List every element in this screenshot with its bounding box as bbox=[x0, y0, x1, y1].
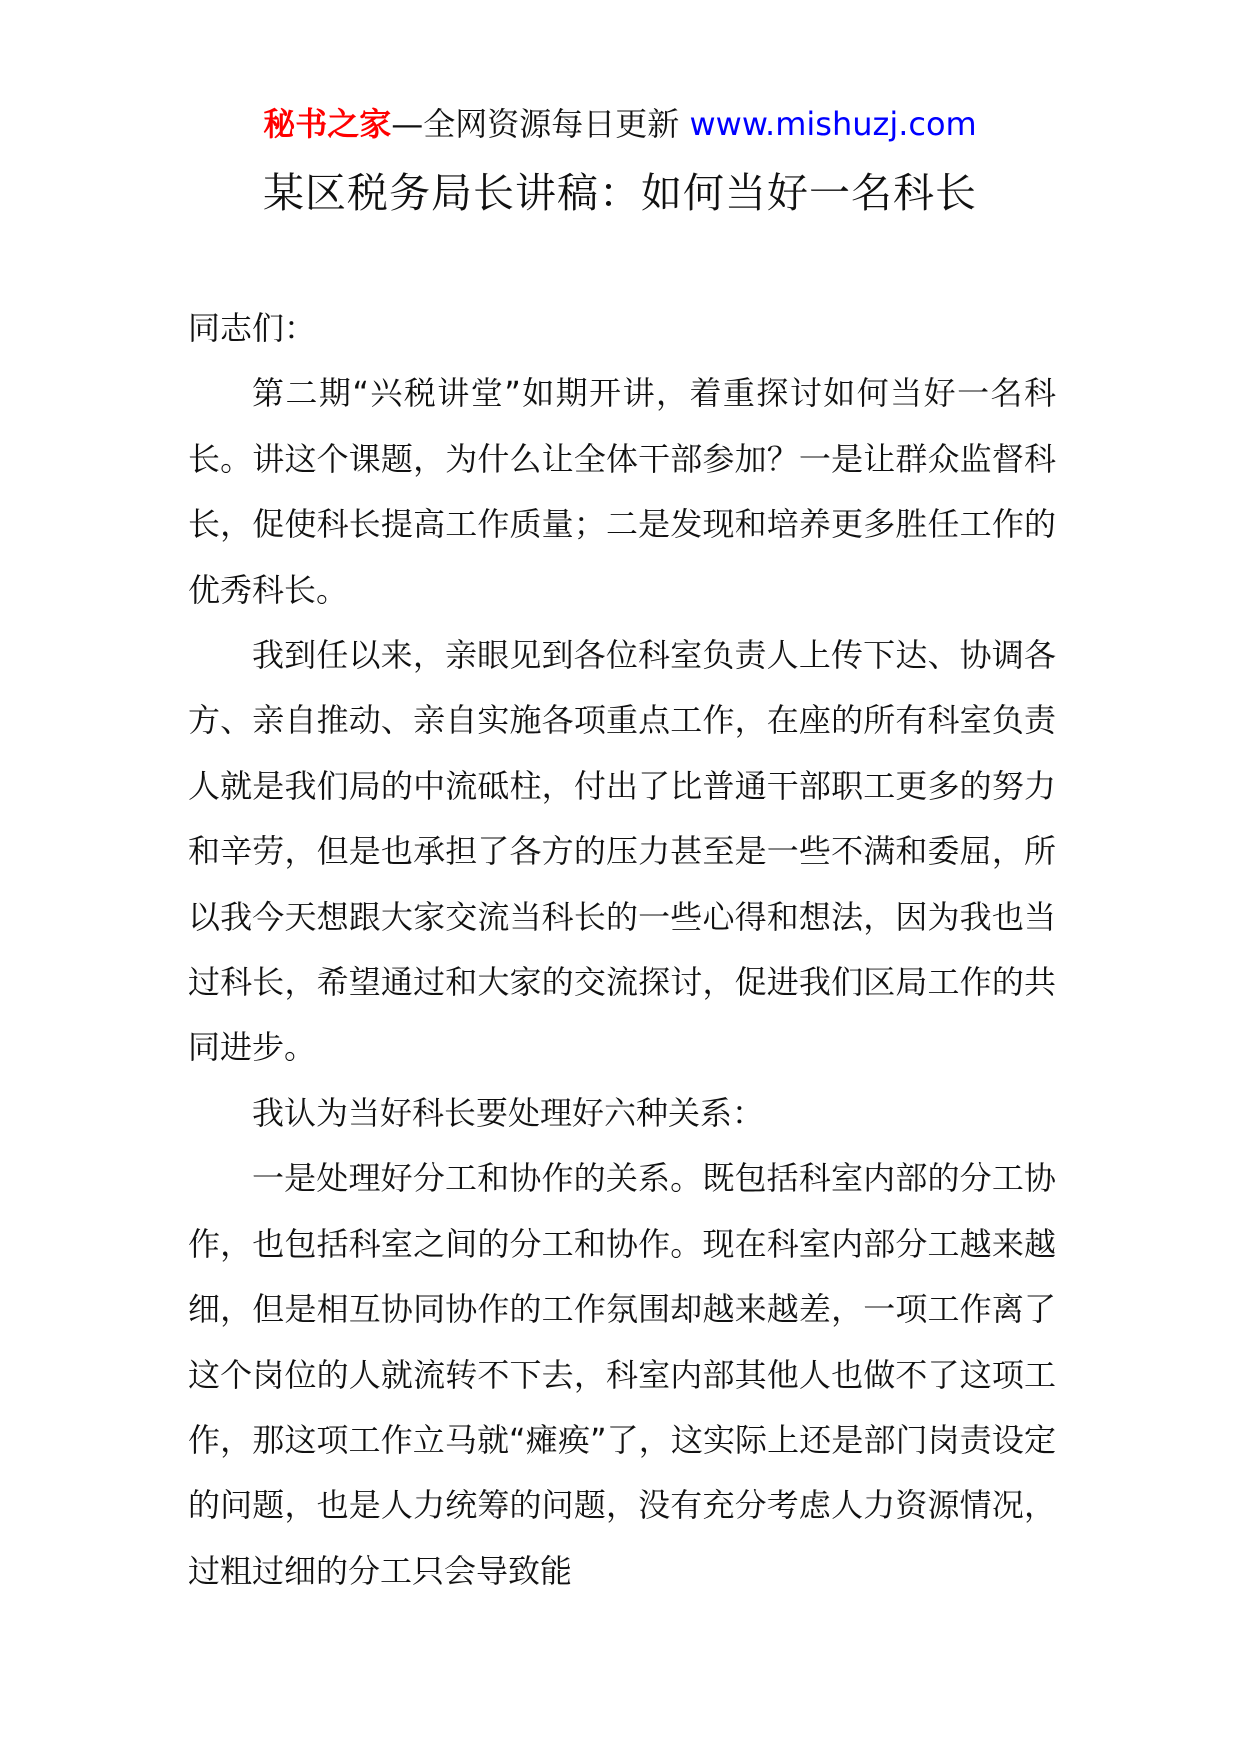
paragraph: 第二期“兴税讲堂”如期开讲，着重探讨如何当好一名科长。讲这个课题，为什么让全体干部参加？一是让群众监督科长，促使科长提高工作质量；二是发现和培养更多胜任工作的优秀科长。 bbox=[188, 374, 1056, 609]
document-title: 某区税务局长讲稿：如何当好一名科长 bbox=[263, 169, 977, 217]
paragraph: 我到任以来，亲眼见到各位科室负责人上传下达、协调各方、亲自推动、亲自实施各项重点工作，在座的所有科室负责人就是我们局的中流砥柱，付出了比普通干部职工更多的努力和辛劳，但是也承担了各方的压力甚至是一些不满和委屈，所以我今天想跟大家交流当科长的一些心得和想法，因为我也当过科长，希望通过和大家的交流探讨，促进我们区局工作的共同进步。 bbox=[188, 636, 1056, 1067]
brand-name: 秘书之家 bbox=[263, 105, 392, 143]
site-url-link[interactable]: www.mishuzj.com bbox=[689, 105, 977, 143]
site-header bbox=[0, 102, 1240, 146]
document-body bbox=[188, 296, 1056, 1604]
paragraph: 我认为当好科长要处理好六种关系： bbox=[252, 1093, 765, 1132]
header-tagline: —全网资源每日更新 bbox=[391, 105, 680, 143]
salutation: 同志们： bbox=[188, 309, 317, 347]
paragraph: 一是处理好分工和协作的关系。既包括科室内部的分工协作，也包括科室之间的分工和协作。现在科室内部分工越来越细，但是相互协同协作的工作氛围却越来越差，一项工作离了这个岗位的人就流转不下去，科室内部其他人也做不了这项工作，那这项工作立马就“瘫痪”了，这实际上还是部门岗责设定的问题，也是人力统筹的问题，没有充分考虑人力资源情况，过粗过细的分工只会导致能 bbox=[188, 1159, 1056, 1590]
